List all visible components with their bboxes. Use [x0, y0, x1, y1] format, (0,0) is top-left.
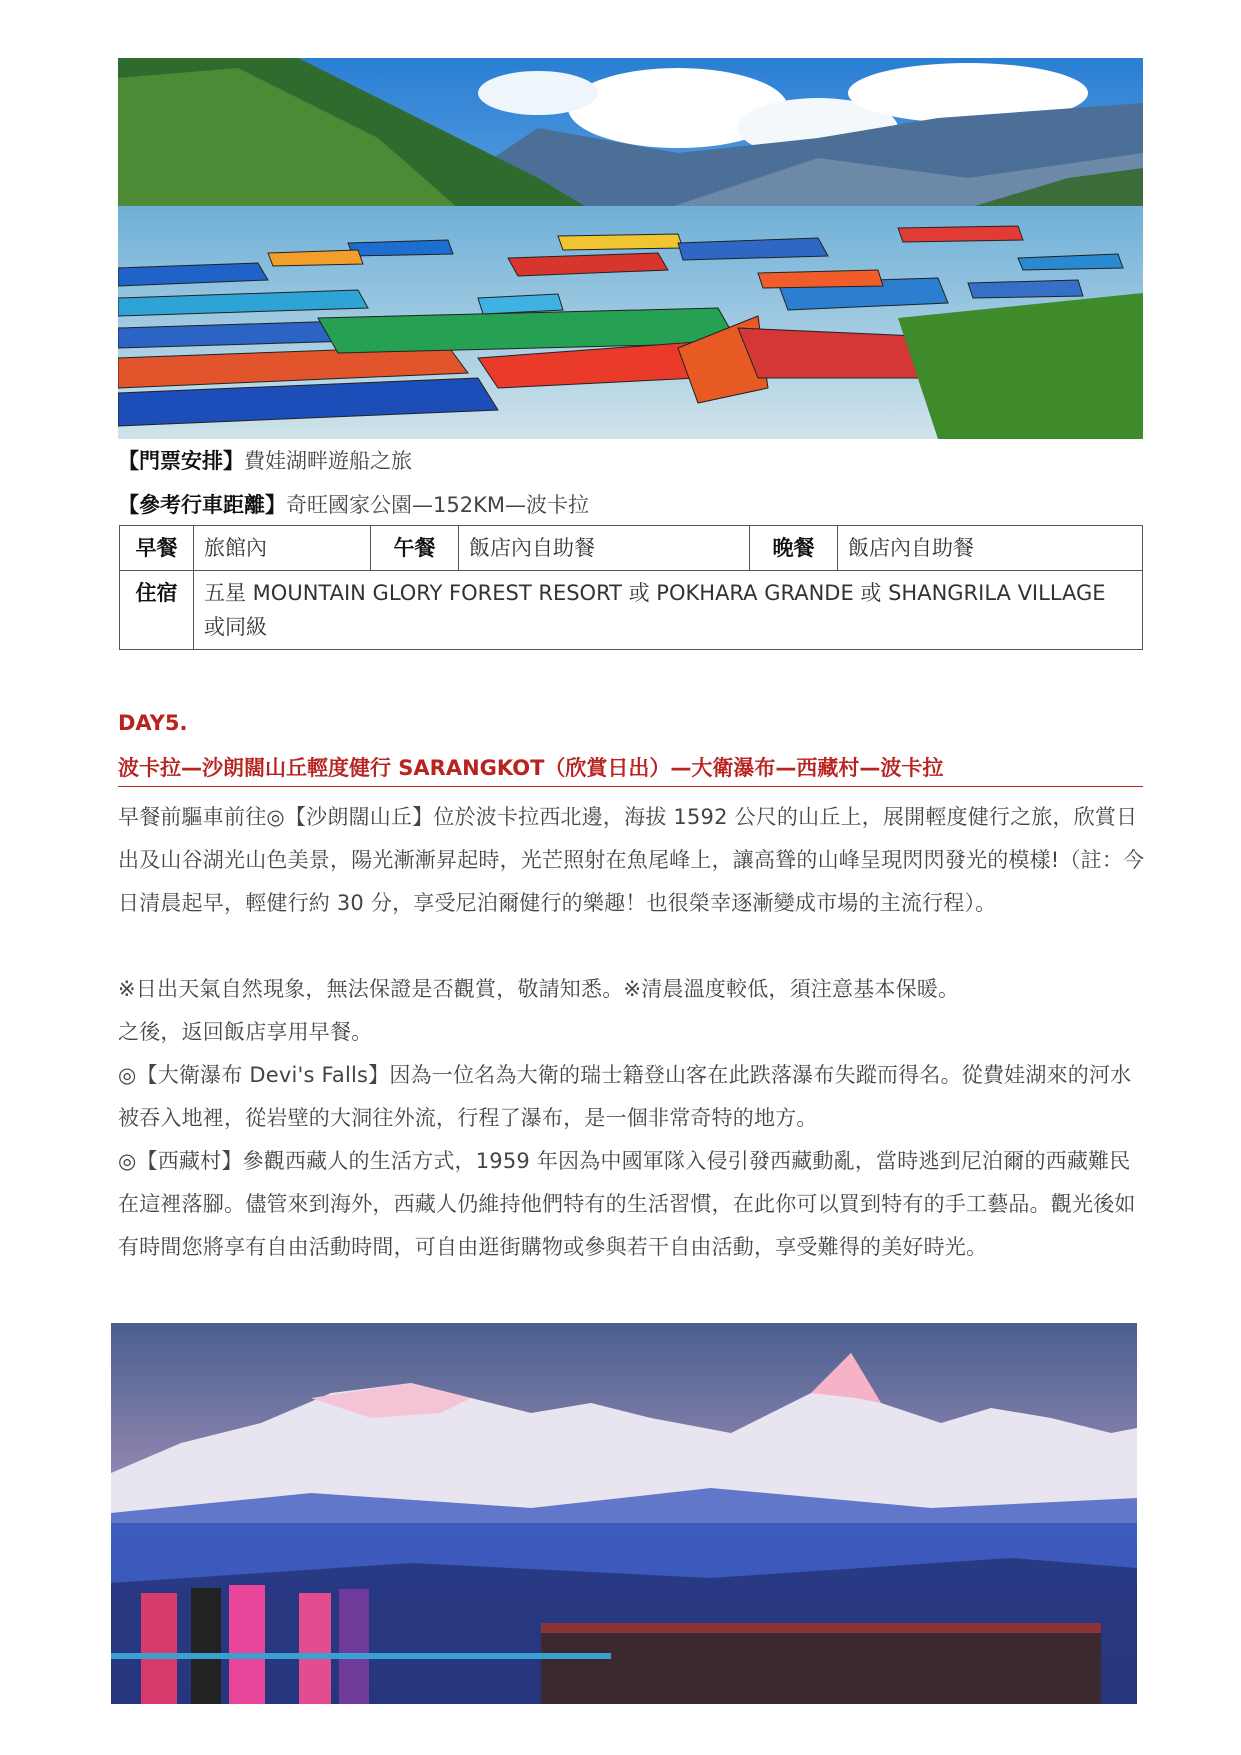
meals-row: [120, 526, 1143, 571]
dinner-label: 晚餐: [750, 526, 838, 571]
lunch-label: 午餐: [371, 526, 459, 571]
lodging-value: 五星 MOUNTAIN GLORY FOREST RESORT 或 POKHARA GRANDE 或 SHANGRILA VILLAGE 或同級: [194, 571, 1143, 650]
paragraph-breakfast: 之後，返回飯店享用早餐。: [118, 1020, 373, 1044]
ticket-label: 【門票安排】: [118, 449, 244, 473]
ticket-text: 費娃湖畔遊船之旅: [244, 449, 412, 473]
breakfast-label: 早餐: [120, 526, 194, 571]
annapurna-sunrise-photo: [111, 1323, 1137, 1704]
lodging-row: [120, 571, 1143, 650]
paragraph-devis-falls: ◎【大衛瀑布 Devi's Falls】因為一位名為大衛的瑞士籍登山客在此跌落瀑布失蹤而得名。從費娃湖來的河水被吞入地裡，從岩壁的大洞往外流，行程了瀑布，是一個非常奇特的地方。: [118, 1063, 1132, 1130]
ticket-arrangement: [118, 446, 412, 476]
driving-distance: [118, 490, 589, 520]
paragraph-notice: ※日出天氣自然現象，無法保證是否觀賞，敬請知悉。※清晨溫度較低，須注意基本保暖。: [118, 977, 960, 1001]
paragraph-sarangkot: 早餐前驅車前往◎【沙朗闊山丘】位於波卡拉西北邊，海拔 1592 公尺的山丘上，展開輕度健行之旅，欣賞日出及山谷湖光山色美景，陽光漸漸昇起時，光芒照射在魚尾峰上，讓高聳的山峰呈現閃閃發光的模樣!（註：今日清晨起早，輕健行約 30 分，享受尼泊爾健行的樂趣！也很榮幸逐漸變成市場的主流行程）。: [118, 805, 1145, 915]
lodging-label: 住宿: [120, 571, 194, 650]
distance-label: 【參考行車距離】: [118, 493, 286, 517]
lunch-value: 飯店內自助餐: [459, 526, 750, 571]
day-heading: DAY5.: [118, 711, 188, 735]
paragraph-tibetan-village: ◎【西藏村】參觀西藏人的生活方式，1959 年因為中國軍隊入侵引發西藏動亂，當時逃到尼泊爾的西藏難民在這裡落腳。儘管來到海外，西藏人仍維持他們特有的生活習慣，在此你可以買到特有的手工藝品。觀光後如有時間您將享有自由活動時間，可自由逛街購物或參與若干自由活動，享受難得的美好時光。: [118, 1149, 1136, 1259]
meals-lodging-table: [119, 525, 1143, 650]
dinner-value: 飯店內自助餐: [838, 526, 1143, 571]
route-heading: 波卡拉—沙朗闊山丘輕度健行 SARANGKOT（欣賞日出）—大衛瀑布—西藏村—波卡拉: [118, 752, 1143, 787]
distance-text: 奇旺國家公園—152KM—波卡拉: [286, 493, 589, 517]
phewa-lake-boats-photo: [118, 58, 1143, 439]
breakfast-value: 旅館內: [194, 526, 371, 571]
